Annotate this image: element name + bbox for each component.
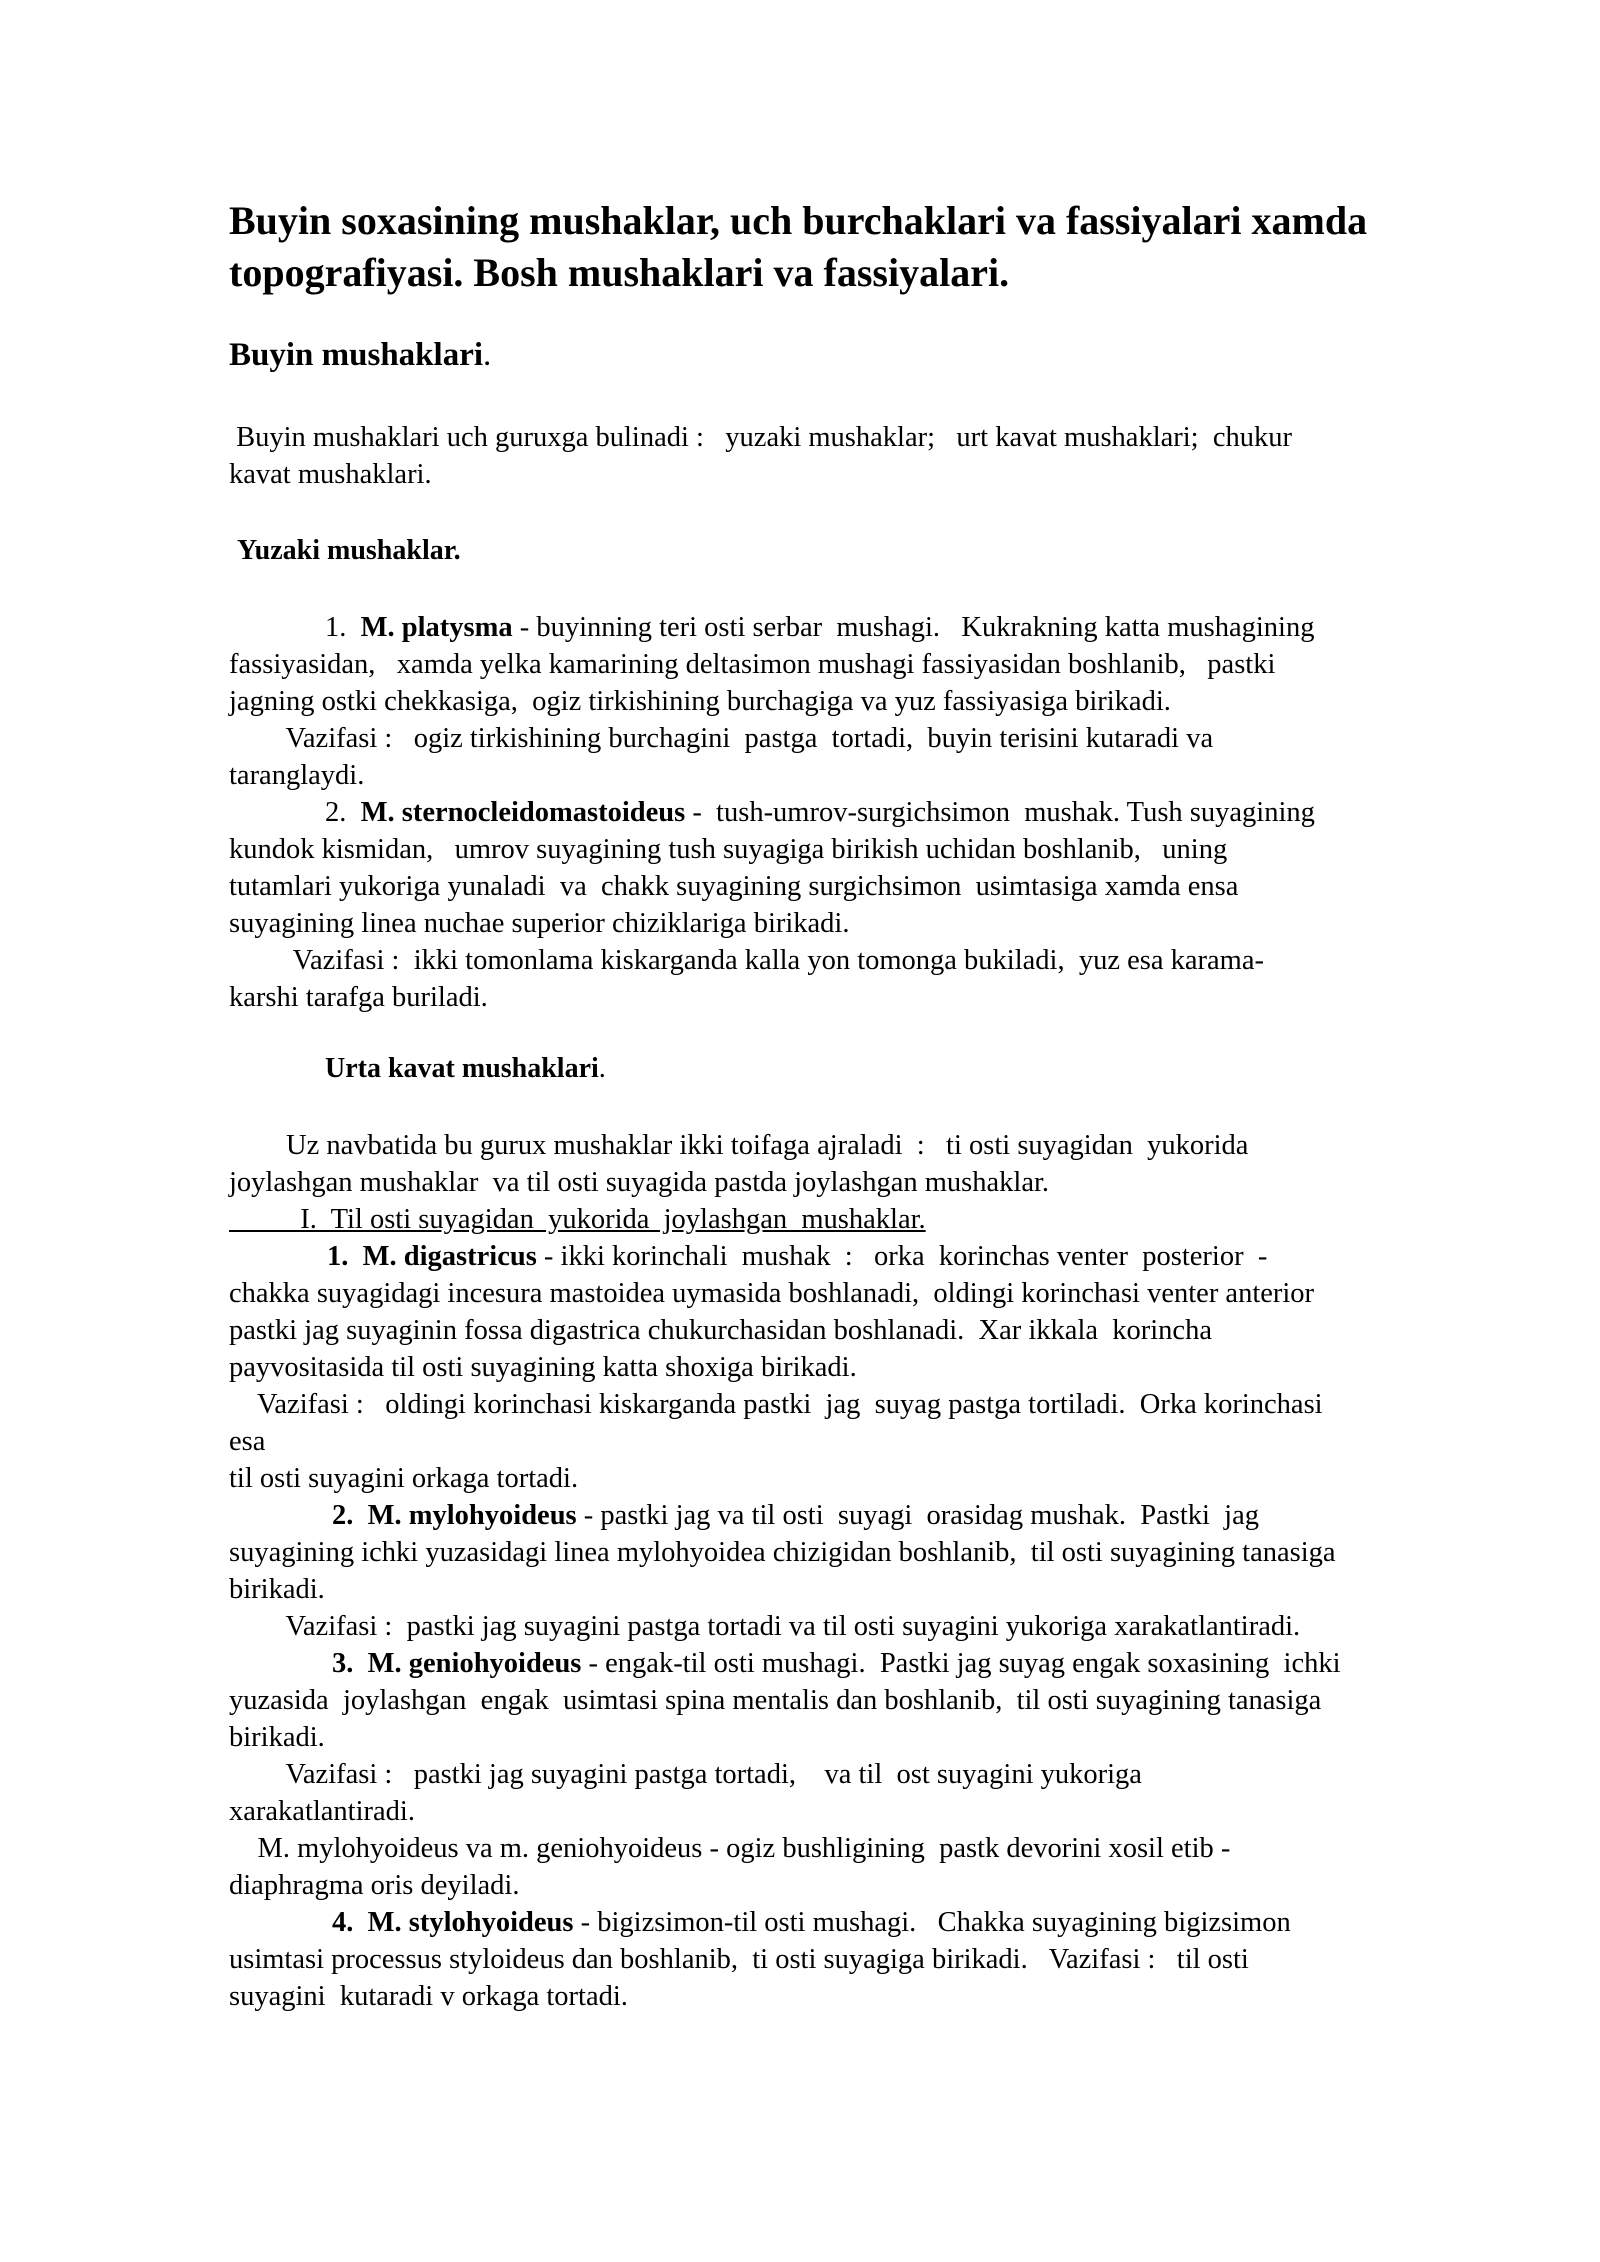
paragraph-line: yuzasida joylashgan engak usimtasi spina mentalis dan boshlanib, til osti suyagining tanasiga bbox=[229, 1685, 1322, 1716]
paragraph-line: suyagining linea nuchae superior chiziklariga birikadi. bbox=[229, 908, 850, 939]
paragraph-line: jagning ostki chekkasiga, ogiz tirkishining burchagiga va yuz fassiyasiga birikadi. bbox=[229, 686, 1171, 717]
paragraph-line: diaphragma oris deyiladi. bbox=[229, 1870, 520, 1901]
muscle-name: M. sternocleidomastoideus bbox=[360, 797, 686, 828]
paragraph-line: birikadi. bbox=[229, 1722, 325, 1753]
paragraph-line: Uz navbatida bu gurux mushaklar ikki toifaga ajraladi : ti osti suyagidan yukorida bbox=[229, 1130, 1249, 1161]
muscle-entry-sternocleidomastoideus: 2. M. sternocleidomastoideus - tush-umrov-surgichsimon mushak. Tush suyagining bbox=[325, 797, 1315, 828]
paragraph-line: til osti suyagini orkaga tortadi. bbox=[229, 1463, 579, 1494]
muscle-entry-mylohyoideus: 2. M. mylohyoideus - pastki jag va til osti suyagi orasidag mushak. Pastki jag bbox=[332, 1500, 1259, 1531]
muscle-entry-geniohyoideus: 3. M. geniohyoideus - engak-til osti mushagi. Pastki jag suyag engak soxasining ichki bbox=[332, 1648, 1341, 1679]
paragraph-line: pastki jag suyaginin fossa digastrica chukurchasidan boshlanadi. Xar ikkala korincha bbox=[229, 1315, 1212, 1346]
paragraph-line: esa bbox=[229, 1426, 266, 1457]
muscle-name: 3. M. geniohyoideus bbox=[332, 1648, 582, 1679]
muscle-entry-digastricus: 1. M. digastricus - ikki korinchali mushak : orka korinchas venter posterior - bbox=[327, 1241, 1268, 1272]
paragraph-line: payvositasida til osti suyagining katta shoxiga birikadi. bbox=[229, 1352, 857, 1383]
paragraph-line: Vazifasi : ogiz tirkishining burchagini pastga tortadi, buyin terisini kutaradi va bbox=[229, 723, 1214, 754]
paragraph-line: xarakatlantiradi. bbox=[229, 1796, 415, 1827]
paragraph-line: Vazifasi : pastki jag suyagini pastga tortadi va til osti suyagini yukoriga xarakatlantiradi. bbox=[229, 1611, 1301, 1642]
muscle-name: 4. M. stylohyoideus bbox=[332, 1907, 574, 1938]
paragraph-line: Buyin mushaklari uch guruxga bulinadi : yuzaki mushaklar; urt kavat mushaklari; chukur bbox=[229, 422, 1292, 453]
section-heading-middle-muscles: Urta kavat mushaklari. bbox=[325, 1053, 606, 1084]
muscle-entry-platysma: 1. M. platysma - buyinning teri osti serbar mushagi. Kukrakning katta mushagining bbox=[325, 612, 1315, 643]
paragraph-line: fassiyasidan, xamda yelka kamarining deltasimon mushagi fassiyasidan boshlanib, pastki bbox=[229, 649, 1276, 680]
paragraph-line: karshi tarafga buriladi. bbox=[229, 982, 488, 1013]
paragraph-line: M. mylohyoideus va m. geniohyoideus - ogiz bushligining pastk devorini xosil etib - bbox=[229, 1833, 1231, 1864]
title-line: Buyin soxasining mushaklar, uch burchaklari va fassiyalari xamda bbox=[229, 198, 1368, 243]
title-line: topografiyasi. Bosh mushaklari va fassiyalari. bbox=[229, 250, 1010, 295]
paragraph-line: suyagining ichki yuzasidagi linea mylohyoidea chizigidan boshlanib, til osti suyagining tanasiga bbox=[229, 1537, 1336, 1568]
paragraph-line: Vazifasi : oldingi korinchasi kiskarganda pastki jag suyag pastga tortiladi. Orka korinchasi bbox=[229, 1389, 1323, 1420]
muscle-name: M. platysma bbox=[360, 612, 513, 643]
paragraph-line: kavat mushaklari. bbox=[229, 459, 432, 490]
muscle-name: 2. M. mylohyoideus bbox=[332, 1500, 577, 1531]
paragraph-line: birikadi. bbox=[229, 1574, 325, 1605]
paragraph-line: suyagini kutaradi v orkaga tortadi. bbox=[229, 1981, 628, 2012]
muscle-name: 1. M. digastricus bbox=[327, 1241, 537, 1272]
paragraph-line: usimtasi processus styloideus dan boshlanib, ti osti suyagiga birikadi. Vazifasi : til osti bbox=[229, 1944, 1249, 1975]
paragraph-line: chakka suyagidagi incesura mastoidea uymasida boshlanadi, oldingi korinchasi venter anterior bbox=[229, 1278, 1315, 1309]
section-heading-neck-muscles: Buyin mushaklari. bbox=[229, 337, 492, 373]
paragraph-line: taranglaydi. bbox=[229, 760, 365, 791]
paragraph-line: Vazifasi : pastki jag suyagini pastga tortadi, va til ost suyagini yukoriga bbox=[229, 1759, 1142, 1790]
paragraph-line: Vazifasi : ikki tomonlama kiskarganda kalla yon tomonga bukiladi, yuz esa karama- bbox=[229, 945, 1264, 976]
muscle-entry-stylohyoideus: 4. M. stylohyoideus - bigizsimon-til osti mushagi. Chakka suyagining bigizsimon bbox=[332, 1907, 1291, 1938]
subgroup-heading: I. Til osti suyagidan yukorida joylashgan mushaklar. bbox=[229, 1204, 926, 1235]
document-title bbox=[229, 195, 1529, 299]
section-heading-surface-muscles: Yuzaki mushaklar. bbox=[237, 535, 461, 566]
paragraph-line: tutamlari yukoriga yunaladi va chakk suyagining surgichsimon usimtasiga xamda ensa bbox=[229, 871, 1239, 902]
paragraph-line: kundok kismidan, umrov suyagining tush suyagiga birikish uchidan boshlanib, uning bbox=[229, 834, 1228, 865]
paragraph-line: joylashgan mushaklar va til osti suyagida pastda joylashgan mushaklar. bbox=[229, 1167, 1050, 1198]
